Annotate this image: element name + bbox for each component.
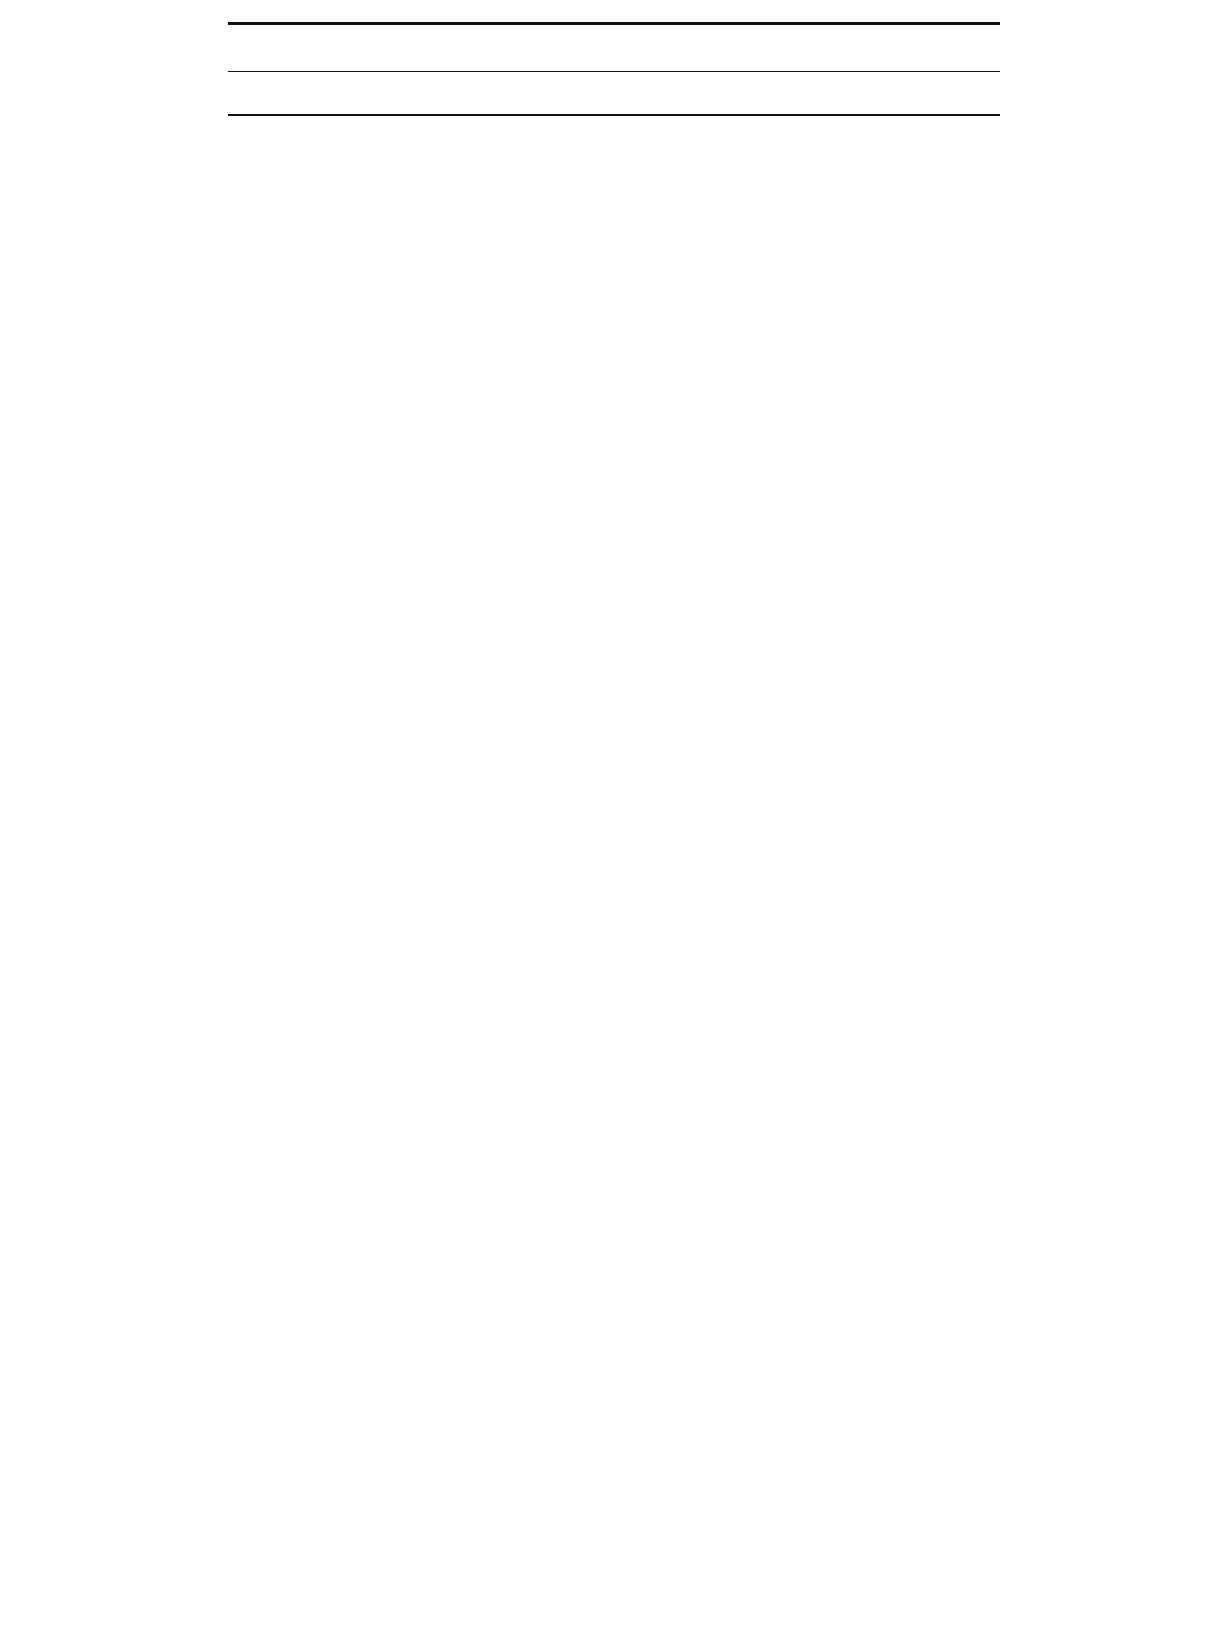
- bottom-rule: [228, 114, 1000, 116]
- token-budget-table: [228, 22, 1000, 116]
- bottom-header-row: [228, 25, 1000, 71]
- section-label-retrieval: [228, 72, 1000, 110]
